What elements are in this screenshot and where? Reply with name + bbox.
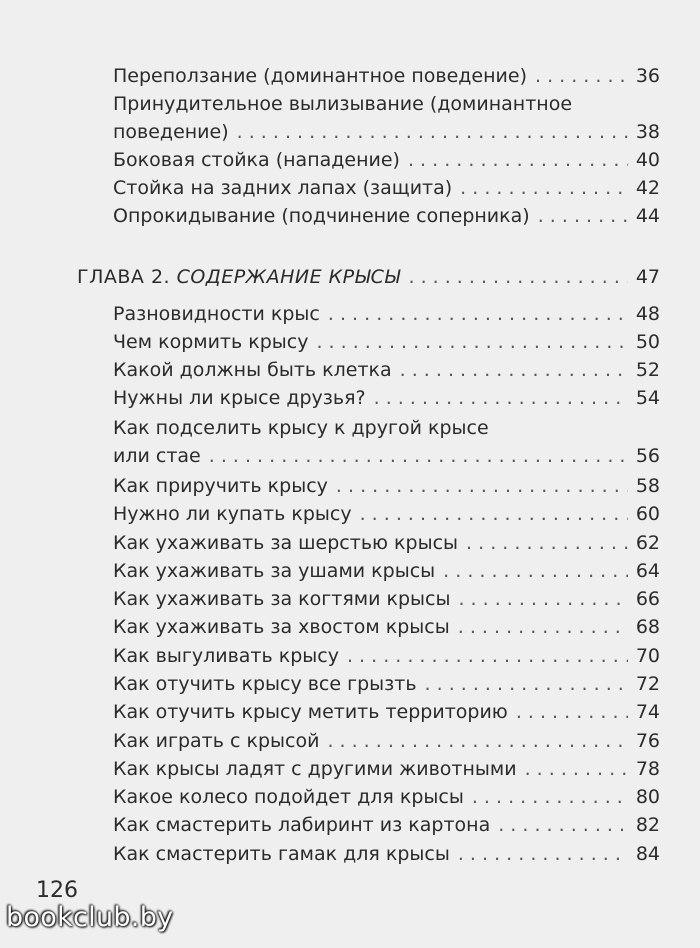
toc-entry-page: 36: [635, 65, 660, 87]
toc-entry-title: Переползание (доминантное поведение): [113, 65, 527, 87]
toc-entry-page: 84: [635, 843, 660, 865]
toc-entry-page: 44: [635, 205, 660, 227]
toc-entry: [113, 384, 660, 412]
toc-entry-title: Как отучить крысу все грызть: [113, 673, 417, 695]
chapter-prefix: ГЛАВА 2.: [77, 266, 177, 288]
toc-entry-title: Как ухаживать за ушами крысы: [113, 560, 436, 582]
toc-entry: [113, 174, 660, 202]
leader-dots: [443, 557, 628, 585]
toc-entry-title: Как выгуливать крысу: [113, 645, 339, 667]
leader-dots: [408, 146, 628, 174]
chapter-title: СОДЕРЖАНИЕ КРЫСЫ: [176, 266, 401, 288]
toc-entry-page: 52: [635, 359, 660, 381]
toc-entry-page: 40: [635, 149, 660, 171]
toc-entry: [113, 783, 660, 811]
toc-entry: [113, 328, 660, 356]
toc-entry-page: 64: [635, 560, 660, 582]
toc-entry: [113, 90, 660, 146]
toc-entry-page: 68: [635, 616, 660, 638]
toc-entry-page: 58: [635, 475, 660, 497]
toc-entry-title: Какое колесо подойдет для крысы: [113, 786, 464, 808]
toc-entry-page: 66: [635, 588, 660, 610]
leader-dots: [347, 642, 628, 670]
toc-entry-page: 42: [635, 177, 660, 199]
toc-entry: [113, 146, 660, 174]
toc-entry-title: Как приручить крысу: [113, 475, 328, 497]
toc-entry-page: 60: [635, 503, 660, 525]
toc-entry: [113, 500, 660, 528]
toc-entry-page: 54: [635, 387, 660, 409]
toc-entry-page: 82: [635, 814, 660, 836]
toc-entry: [113, 613, 660, 641]
toc-entry: [113, 356, 660, 384]
leader-dots: [458, 840, 628, 868]
toc-entry-page: 70: [635, 645, 660, 667]
toc-entry-title-line1: Как подселить крысу к другой крысе: [113, 417, 489, 439]
toc-entry-page: 76: [635, 730, 660, 752]
toc-entry: [113, 202, 660, 230]
leader-dots: [498, 811, 628, 839]
leader-dots: [327, 727, 628, 755]
leader-dots: [328, 300, 628, 328]
toc-entry: [113, 300, 660, 328]
toc-entry-page: 62: [635, 532, 660, 554]
watermark: bookclub.by: [6, 902, 174, 933]
toc-entry-title: Боковая стойка (нападение): [113, 149, 400, 171]
toc-entry-title: Стойка на задних лапах (защита): [113, 177, 453, 199]
leader-dots: [516, 698, 628, 726]
toc-entry-title: Как играть с крысой: [113, 730, 320, 752]
leader-dots: [535, 62, 628, 90]
chapter-page: 47: [635, 266, 660, 288]
toc-entry: [113, 472, 660, 500]
leader-dots: [336, 472, 628, 500]
toc-entry: [113, 811, 660, 839]
leader-dots: [460, 174, 628, 202]
toc-entry: [113, 414, 660, 470]
leader-dots: [209, 442, 628, 470]
toc-entry-title: Как ухаживать за когтями крысы: [113, 588, 451, 610]
toc-entry-title: Опрокидывание (подчинение соперника): [113, 205, 530, 227]
leader-dots: [458, 613, 628, 641]
toc-entry: [113, 529, 660, 557]
leader-dots: [472, 783, 628, 811]
page-number: 126: [36, 878, 78, 903]
toc-entry: [113, 727, 660, 755]
leader-dots: [374, 384, 628, 412]
toc-entry-title: Как ухаживать за хвостом крысы: [113, 616, 450, 638]
toc-entry-title: Как смастерить гамак для крысы: [113, 843, 450, 865]
toc-entry-page: 80: [635, 786, 660, 808]
toc-entry-page: 50: [635, 331, 660, 353]
leader-dots: [408, 263, 628, 291]
toc-entry-page: 78: [635, 758, 660, 780]
leader-dots: [400, 356, 628, 384]
toc-entry-title: Какой должны быть клетка: [113, 359, 392, 381]
toc-entry: [113, 585, 660, 613]
toc-entry-title: Как крысы ладят с другими животными: [113, 758, 517, 780]
toc-entry-page: 72: [635, 673, 660, 695]
toc-entry: [113, 840, 660, 868]
toc-entry: [113, 557, 660, 585]
toc-entry-title-line2: поведение): [113, 121, 229, 143]
leader-dots: [538, 202, 628, 230]
toc-entry-title: Как смастерить лабиринт из картона: [113, 814, 491, 836]
leader-dots: [525, 755, 628, 783]
toc-entry: [113, 698, 660, 726]
toc-entry-page: 56: [635, 445, 660, 467]
toc-entry-page: 74: [635, 701, 660, 723]
toc-entry-title: Нужно ли купать крысу: [113, 503, 352, 525]
toc-entry-title: Как ухаживать за шерстью крысы: [113, 532, 459, 554]
leader-dots: [360, 500, 628, 528]
toc-entry: [113, 62, 660, 90]
toc-entry-title: Чем кормить крысу: [113, 331, 309, 353]
toc-entry-title: Как отучить крысу метить территорию: [113, 701, 508, 723]
leader-dots: [466, 529, 628, 557]
leader-dots: [237, 118, 628, 146]
toc-entry-title-line2: или стае: [113, 445, 201, 467]
toc-entry-title: Нужны ли крысе друзья?: [113, 387, 366, 409]
toc-entry-title: Разновидности крыс: [113, 303, 320, 325]
leader-dots: [458, 585, 628, 613]
toc-entry: [113, 642, 660, 670]
toc-entry: [113, 755, 660, 783]
toc-entry-page: 48: [635, 303, 660, 325]
leader-dots: [316, 328, 628, 356]
chapter-heading: [77, 263, 660, 291]
toc-entry: [113, 670, 660, 698]
toc-entry-title-line1: Принудительное вылизывание (доминантное: [113, 93, 573, 115]
toc-entry-page: 38: [635, 121, 660, 143]
leader-dots: [425, 670, 628, 698]
